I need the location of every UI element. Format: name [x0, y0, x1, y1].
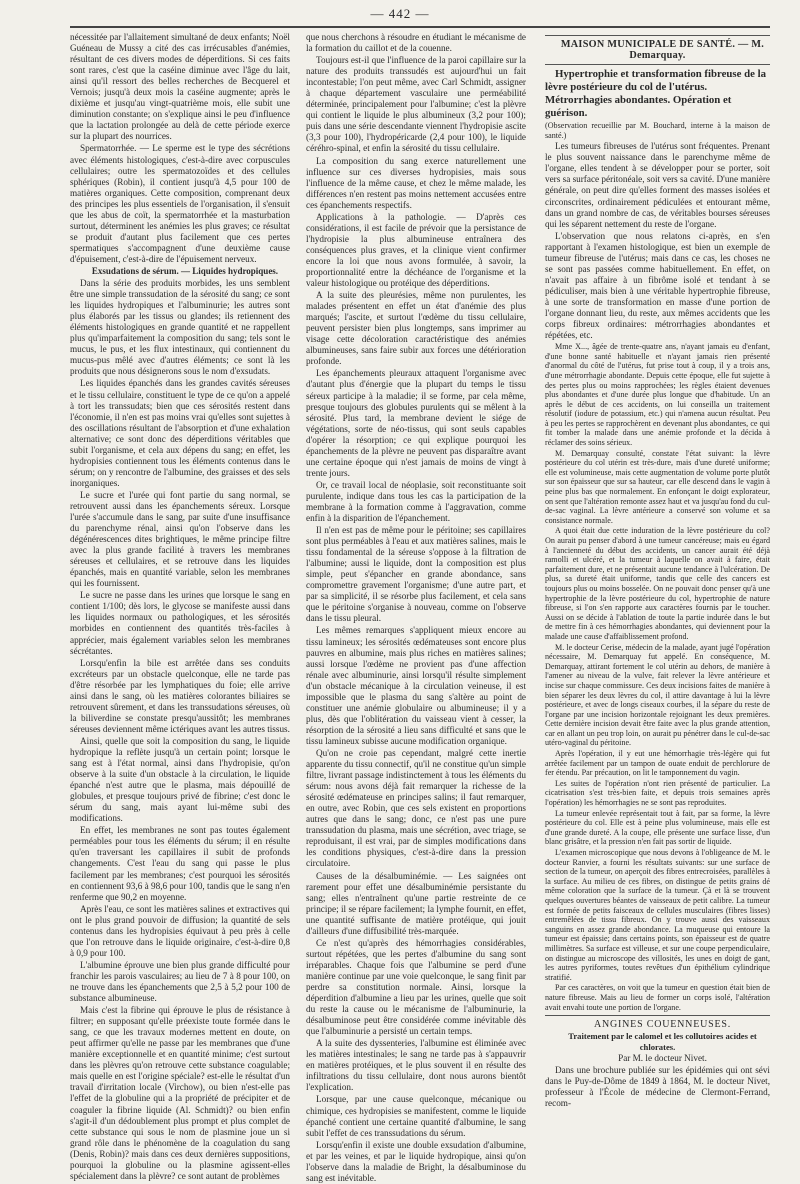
- paragraph: L'examen microscopique que nous devons à l'obligeance de M. le docteur Ranvier, a fourni les résultats suivants: sur une surface de section de la tumeur, on aperçoit des fibres entrecroisées, parallèles à la surface. Au milieu de ces fibres, on distingue de petits grains dé même coloration que la surface de la tumeur. Çà et là se trouvent quelques ouvertures béantes de vaisseaux de petit calibre. La tumeur est formée de petits faisceaux de cellules musculaires (fibres lisses) entremêlées de tissu fibreux. On y trouve aussi des vaisseaux sanguins en assez grande abondance. La muqueuse qui entoure la tumeur est épaissie; dans certains points, son épaisseur est de quatre millimètres. Sa surface est villeuse, et sur une coupe perpendiculaire, on distingue au microscope des villosités, les unes en doigt de gant, les autres pyriformes, toutes revêtues d'un épithélium cylindrique stratifié.: [545, 848, 770, 982]
- paragraph: Le sucre ne passe dans les urines que lorsque le sang en contient 1/100; dès lors, le glycose se manifeste aussi dans les liquides normaux ou pathologiques, et les sérosités morbides en contiennent des quantités très-faciles à apprécier, mais également variables selon les membranes sécrétantes.: [70, 590, 290, 656]
- paragraph: A la suite des dyssenteries, l'albumine est éliminée avec les matières intestinales; le sang ne tarde pas à s'appauvrir en matières protéiques, et le plus souvent il en résulte des infiltrations du tissu cellulaire, dont nous aurons bientôt l'explication.: [306, 1038, 526, 1093]
- author-line: Par M. le docteur Nivet.: [618, 1053, 707, 1064]
- column-3: [545, 32, 770, 1160]
- paragraph: Les épanchements pleuraux attaquent l'organisme avec d'autant plus d'énergie que la plupart du temps le tissu séreux participe à la maladie; il se forme, par cela même, presque toujours des globules purulents qui se mêlent à la sérosité. Plus tard, la membrane devient le siége de végétations, sorte de néo-tissus, qui sont seuls capables d'opérer la résorption; ce qui explique pourquoi les épanchements de la plèvre ne peuvent pas disparaître avant une certaine époque qui n'est jamais de moins de vingt à trente jours.: [306, 368, 526, 478]
- paragraph: Les tumeurs fibreuses de l'utérus sont fréquentes. Prenant le plus souvent naissance dans le parenchyme même de l'organe, elles tendent à se développer pour se porter, soit vers sa surface péritonéale, soit vers sa cavité. D'une manière générale, on peut dire qu'elles forment des masses isolées et circonscrites, ordinairement pédiculées et entourant même, dans un grand nombre de cas, de véritables bourses séreuses qui les séparent nettement du reste de l'organe.: [545, 141, 770, 229]
- paragraph: Après l'opération, il y eut une hémorrhagie très-légère qui fut arrêtée facilement par un tampon de ouate enduit de perchlorure de fer étendu. Par précaution, on lit le tamponnement du vagin.: [545, 749, 770, 778]
- paragraph: Lorsqu'enfin la bile est arrêtée dans ses conduits excréteurs par un obstacle quelconque, elle ne tarde pas d'être résorbée par les lymphatiques du foie; elle arrive ainsi dans le sang, où les matières colorantes biliaires se retrouvent sûrement, et dans les transsudations séreuses, où la biliverdine se constate presqu'aussitôt; les membranes séreuses deviennent même ictériques avant les autres tissus.: [70, 657, 290, 734]
- article-title: Hypertrophie et transformation fibreuse de la lèvre postérieure du col de l'utérus. Métrorrhagies abondantes. Opération et guérison.: [545, 68, 767, 120]
- header-rule: [70, 26, 770, 28]
- paragraph: Dans la série des produits morbides, les uns semblent être une simple transsudation de la sérosité du sang; ce sont les liquides hydropiques et l'albuminurie; les autres sont plus élaborés par les tissus ou glandes; ils retiennent des éléments histologiques en grande quantité et ne rappellent plus qu'imparfaitement la composition du sang; tels sont le mucus, le pus, et les flux intestinaux, qui contiennent du mucus-pus mêlé avec d'autres éléments; ce sont là les produits que nous désignerons sous le nom d'exsudats.: [70, 278, 290, 377]
- paragraph: Mais c'est la fibrine qui éprouve le plus de résistance à filtrer; en supposant qu'elle préexiste toute formée dans le sang, ce que les travaux modernes mettent en doute, on peut affirmer qu'elle ne passe par les membranes que d'une manière exceptionnelle et en quantité minime; c'est surtout dans les plèvres qu'on retrouve cette substance coagulable; mais quelle en est l'origine spéciale? est-elle le résultat d'un travail d'irritation locale (Virchow), ou bien n'est-elle pas l'effet de la globuline qui a la propriété de précipiter et de coaguler la fibrine liquide (Al. Schmidt)? ou bien enfin s'agit-il d'un dédoublement plus prompt et plus complet de cette substance qui sous le nom de plasmine joue un si grand rôle dans le phénomène de la coagulation du sang (Denis, Robin)? mais dans ces deux dernières suppositions, pourquoi la globuline ou la plasmine agissent-elles spécialement dans la plèvre? ce sont autant de problèmes: [70, 1005, 290, 1181]
- paragraph: Spermatorrhée. — Le sperme est le type des sécrétions avec éléments histologiques, c'est-à-dire avec corpuscules cellulaires; outre les spermatozoïdes et des cellules sphériques (Robin), il contient jusqu'à 4,5 pour 100 de matières organiques. Cette composition, comprenant deux des principes les plus essentiels de l'organisation, il s'ensuit que les abus de coït, la spermatorrhée et la masturbation surtout, déterminent les anémies les plus graves; ce résultat se produit d'autant plus facilement que ces pertes spermatiques s'accompagnent d'une deuxième cause d'épuisement, c'est-à-dire de l'épuisement nerveux.: [70, 143, 290, 264]
- paragraph: Qu'on ne croie pas cependant, malgré cette inertie apparente du tissu connectif, qu'il ne constitue qu'un simple filtre, livrant passage indistinctement à tous les éléments du sérum: nous avons déjà fait remarquer la richesse de la sérosité œdémateuse en principes salins; il faut remarquer, en outre, avec Robin, que ces sels existent en proportions autres que dans le sang; donc, ce n'est pas une pure transsudation du plasma, mais une sécrétion, avec triage, se reproduisant, il est vrai, par de simples modifications dans les conditions physiques, c'est-à-dire dans la pression circulatoire.: [306, 748, 526, 869]
- paragraph: Il n'en est pas de même pour le péritoine; ses capillaires sont plus perméables à l'eau et aux matières salines, mais le tissu fondamental de la séreuse s'oppose à la filtration de l'albumine; aussi le liquide, dont la composition est plus simple, peut s'épancher en grande abondance, sans compromettre gravement l'organisme; d'une autre part, et par sa simplicité, il se résorbe plus facilement, et cela sans que le péritoine s'organise à nouveau, comme on l'observe dans le tissu pleural.: [306, 525, 526, 624]
- divider: [545, 1015, 770, 1016]
- paragraph: A quoi était due cette induration de la lèvre postérieure du col? On aurait pu penser d'abord à une tumeur cancéreuse; mais eu égard à l'ancienneté du début des accidents, un cancer aurait été déjà ramolli et ulcéré, et la tumeur à laquelle on avait à faire, était parfaitement dure, et ne présentait aucune tendance à l'ulcération. De plus, sa dureté était uniforme, tandis que celle des cancers est toujours plus ou moins bosselée. On ne pouvait donc penser qu'à une hypertrophie de la lèvre postérieure du col, hypertrophie de nature fibreuse, si l'on s'en rapporte aux caractères fournis par le toucher. Aussi on se décide à l'ablation de toute la partie indurée dans le but de mettre fin à ces hémorrhagies abondantes, qui deviennent pour la malade une cause d'affaiblissement profond.: [545, 526, 770, 641]
- page-number: — 442 —: [370, 6, 430, 21]
- divider: [545, 64, 770, 65]
- section-heading: Exsudations de sérum. — Liquides hydropiques.: [91, 265, 279, 276]
- paragraph: M. le docteur Cerise, médecin de la malade, ayant jugé l'opération nécessaire, M. Demarquay fut appelé. En conséquence, M. Demarquay, attirant fortement le col utérin au dehors, de manière à l'amener au niveau de la vulve, fait relever la lèvre antérieure et incise sur chaque commissure. Ces deux incisions faites de manière à bien séparer les deux lèvres du col, il attire davantage à lui la lèvre postérieure, et avec de longs ciseaux courbes, il la sépare du reste de l'organe par une incision horizontale rejoignant les deux premières. Cette dernière incision devait être faite avec la plus grande attention, car en allant un peu trop loin, on aurait pu pénétrer dans le cul-de-sac utéro-vaginal du péritoine.: [545, 642, 770, 748]
- paragraph: Causes de la désalbuminémie. — Les saignées ont rarement pour effet une désalbuminémie persistante du sang; elles n'entraînent qu'une partie restreinte de ce principe; il se répare facilement; la lymphe fournit, en effet, une quantité suffisante de matière protéique, qui jouit d'ailleurs d'une diffusibilité très-marquée.: [306, 870, 526, 936]
- paragraph: Lorsque, par une cause quelconque, mécanique ou chimique, ces hydropisies se manifestent, comme le liquide épanché contient une certaine quantité d'albumine, le sang subit l'effet de ces transsudations du sérum.: [306, 1094, 526, 1138]
- paragraph: Toujours est-il que l'influence de la paroi capillaire sur la nature des produits transsudés est aujourd'hui un fait incontestable; l'on peut même, avec Carl Schmidt, assigner à chaque département vasculaire une perméabilité déterminée, principalement pour l'albumine; c'est la plèvre qui contient le liquide le plus albumineux (3,2 pour 100); puis dans une série descendante viennent l'hydropisie ascite (3,3 pour 100), l'hydropéricarde (2,4 pour 100), le liquide céréhro-spinal, et enfin la sérosité du tissu cellulaire.: [306, 55, 526, 154]
- paragraph: Les mêmes remarques s'appliquent mieux encore au tissu lamineux; les sérosités œdémateuses sont encore plus pauvres en albumine, mais plus riches en matières salines; aussi lorsque l'œdème ne provient pas d'une affection rénale avec albuminurie, ainsi lorsqu'il résulte simplement d'un obstacle mécanique à la circulation veineuse, il est impossible que le plasma du sang s'altère au point de constituer une anémie globulaire ou albumineuse; il y a plus, dès que l'oblitération du vaisseau vient à cesser, la résorption de la sérosité a lieu sans difficulté et sans que le tissu lamineux subisse aucune modification organique.: [306, 625, 526, 746]
- section-subheading: Traitement par le calomel et les collutoires acides et chlorates.: [568, 1031, 757, 1052]
- paragraph: Dans une brochure publiée sur les épidémies qui ont sévi dans le Puy-de-Dôme de 1849 à 1864, M. le docteur Nivet, professeur à l'École de médecine de Clermont-Ferrand, recom-: [545, 1065, 770, 1109]
- paragraph: Les liquides épanchés dans les grandes cavités séreuses et le tissu cellulaire, constituent le type de ce qu'on a appelé à tort les transsudats; bien que ces sérosités restent dans l'économie, il n'en est pas moins vrai qu'elles sont sujettes à des oscillations résultant de l'absorption et d'une exhalation alternative; ce sont donc des déperditions véritables que subit l'organisme, et cela aux dépens du sang; en effet, les hydropisies contiennent tous les éléments contenus dans le sérum; on y rencontre de l'albumine, des graisses et des sels inorganiques.: [70, 378, 290, 488]
- paragraph: Le sucre et l'urée qui font partie du sang normal, se retrouvent aussi dans les épanchements séreux. Lorsque l'urée s'accumule dans le sang, par suite d'une insuffisance du parenchyme rénal, ainsi qu'on l'observe dans les dégénérescences dites brightiques, le même principe filtre avec la plus grande facilité à travers les membranes séreuses et cellulaires, et se retrouve dans les liquides épanchés, mais en quantité variable, selon les membranes qui les fournissent.: [70, 489, 290, 589]
- paragraph: L'observation que nous relatons ci-après, en s'en rapportant à l'examen histologique, est bien un exemple de tumeur fibreuse de l'utérus; mais dans ce cas, les choses ne se sont pas passées comme habituellement. En effet, on n'avait pas affaire à un fibrôme isolé et tendant à se pédiculiser, mais bien à une véritable hypertrophie fibreuse, à une sorte de transformation en masse d'une portion de l'organe donnant lieu, du reste, aux mêmes accidents que les corps fibreux ordinaires: métrorrhagies abondantes et répétées, etc.: [545, 230, 770, 341]
- paragraph: La composition du sang exerce naturellement une influence sur ces diverses hydropisies, mais sous l'influence de la même cause, et chez le même malade, les différences n'en restent pas moins nettement accusées entre ces épanchements respectifs.: [306, 155, 526, 210]
- paragraph: Lorsqu'enfin il existe une double exsudation d'albumine, et par les veines, et par le liquide hydropique, ainsi qu'on l'observe dans la maladie de Bright, la désalbuminose du sang est inévitable.: [306, 1139, 526, 1183]
- paragraph: Par ces caractères, on voit que la tumeur en question était bien de nature fibreuse. Mais au lieu de former un corps isolé, l'altération avait envahi toute une portion de l'organe.: [545, 983, 770, 1012]
- paragraph: Après l'eau, ce sont les matières salines et extractives qui ont le plus grand pouvoir de diffusion; la quantité de sels contenus dans les hydropisies équivaut à peu près à celle que l'on retrouve dans le liquide originaire, c'est-à-dire 0,8 à 0,9 pour 100.: [70, 903, 290, 958]
- paragraph: Mme X..., âgée de trente-quatre ans, n'ayant jamais eu d'enfant, d'une bonne santé habituelle et n'ayant jamais rien présenté d'anormal du côté de l'utérus, fut prise tout à coup, il y a trois ans, d'une métrorrhagie abondante. Depuis cette époque, elle fut sujette à des pertes plus ou moins rapprochées; les règles étaient devenues plus abondantes et d'une durée plus longue que d'habitude. Un an après le début de ces accidents, on lui conseilla un traitement résolutif (iodure de potassium, etc.) qui n'amena aucun résultat. Peu à peu les pertes se rapprochèrent en devenant plus abondantes, ce qui fit tomber la malade dans une anémie profonde et la décida à réclamer des soins sérieux.: [545, 342, 770, 448]
- paragraph: Ce n'est qu'après des hémorrhagies considérables, surtout répétées, que les pertes d'albumine du sang sont irréparables. Chaque fois que l'albumine se perd d'une manière continue par une voie quelconque, le sang finit par perdre sa constitution normale. Ainsi, lorsque la déperdition d'albumine a lieu par les urines, quelle que soit du reste la cause ou le mécanisme de l'albuminurie, la désalbuminose peut être considérée comme inévitable dès que l'albuminurie a persisté un certain temps.: [306, 937, 526, 1037]
- paragraph: L'albumine éprouve une bien plus grande difficulté pour franchir les parois vasculaires; au lieu de 7 à 8 pour 100, on ne trouve dans les épanchements que 2,5 à 5,2 pour 100 de substance albumineuse.: [70, 959, 290, 1004]
- column-2: [306, 32, 526, 1183]
- paragraph: nécessitée par l'allaitement simultané de deux enfants; Noël Guéneau de Mussy a cité des cas irrécusables d'anémies, résultant de ces divers modes de déperditions. Si ces faits sont rares, c'est que la caséine diminue avec l'âge du lait, ainsi qu'il ressort des belles recherches de Becquerel et Vernois; jusqu'à deux mois la caséine augmente; après le dixième et jusqu'au vingt-quatrième mois, elle subit une diminution constante; on s'explique ainsi le peu d'influence que la lactation prolongée au delà de cette période exerce sur la plupart des nourrices.: [70, 32, 290, 142]
- paragraph: Or, ce travail local de néoplasie, soit reconstituante soit purulente, indique dans tous les cas la participation de la membrane à la formation comme à l'aggravation, comme enfin à la disparition de l'épanchement.: [306, 479, 526, 524]
- paragraph: En effet, les membranes ne sont pas toutes également perméables pour tous les éléments du sérum; il en résulte qu'en traversant les capillaires il subit de profonds changements. C'est l'eau du sang qui passe le plus facilement par les membranes; c'est pourquoi les sérosités en contiennent 93,6 à 98,6 pour 100, tandis que le sang n'en renferme que 90,2 en moyenne.: [70, 825, 290, 902]
- section-heading: ANGINES COUENNEUSES.: [593, 1019, 732, 1031]
- column-1: [70, 32, 290, 1181]
- paragraph: que nous cherchons à résoudre en étudiant le mécanisme de la formation du caillot et de la couenne.: [306, 32, 526, 54]
- paragraph: Ainsi, quelle que soit la composition du sang, le liquide hydropique la reflète jusqu'à un certain point; lorsque le sang est à l'état normal, ainsi dans l'hydropisie, qu'on observe à la suite d'un obstacle à la circulation, le liquide épanché n'est autre que le plasma, mais dépouillé de globules, et presque toujours privé de fibrine; c'est donc le sérum du sang, mais ayant lui-même subi des modifications.: [70, 735, 290, 824]
- paragraph: Applications à la pathologie. — D'après ces considérations, il est facile de prévoir que la persistance de l'hydropisie la plus albumineuse entraînera des conséquences plus graves, et la clinique vient confirmer encore la loi que nous avons formulée, à savoir, la proportionnalité entre la déchéance de l'organisme et la valeur histologique ou protéique des déperditions.: [306, 211, 526, 289]
- divider: [545, 35, 770, 36]
- observation-note: (Observation recueillie par M. Bouchard, interne à la maison de santé.): [545, 121, 770, 140]
- paragraph: A la suite des pleurésies, même non purulentes, les malades présentent en effet un état d'anémie des plus marqués; l'ascite, et surtout l'œdème du tissu cellulaire, peuvent persister bien plus longtemps, sans imprimer au visage cette décoloration caractéristique des anémies albumineuses, sans faire subir aux forces une détérioration profonde.: [306, 290, 526, 367]
- section-heading: MAISON MUNICIPALE DE SANTÉ. — M. Demarquay.: [560, 39, 765, 62]
- paragraph: Les suites de l'opération n'ont rien présenté de particulier. La cicatrisation s'est très-bien faite, et depuis trois semaines après l'opération) les hémorrhagies ne se sont pas reproduites.: [545, 778, 770, 808]
- paragraph: La tumeur enlevée représentait tout à fait, par sa forme, la lèvre postérieure du col. Elle est à peine plus volumineuse, mais elle est d'une grande dureté. A la coupe, elle présente une surface lisse, d'un blanc grisâtre, et la pression n'en fait pas sortir de liquide.: [545, 808, 770, 847]
- paragraph: M. Demarquay consulté, constate l'état suivant: la lèvre postérieure du col utérin est très-dure, mais d'une dureté uniforme; elle est volumineuse, mais cette augmentation de volume porte plutôt sur son épaisseur que sur sa hauteur, car elle descend dans le vagin à peine plus bas que normalement. En enfonçant le doigt explorateur, on sent que l'altération remonte assez haut et va jusqu'au fond du cul-de-sac vaginal. La lèvre antérieure a conservé son volume et sa consistance normale.: [545, 448, 770, 525]
